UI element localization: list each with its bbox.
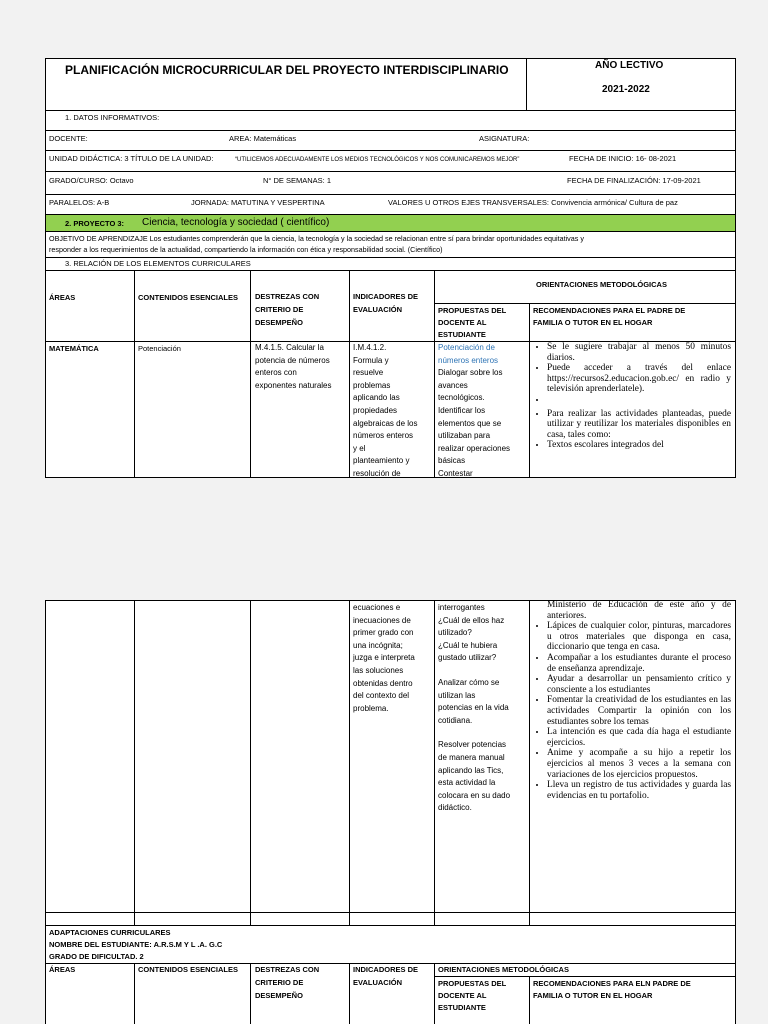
section-datos-informativos: 1. DATOS INFORMATIVOS: [65,113,160,122]
adapt-header-contenidos: CONTENIDOS ESENCIALES [138,965,239,974]
adaptaciones-title: ADAPTACIONES CURRICULARES [49,928,171,937]
adapt-header-propuestas-3: ESTUDIANTE [438,1003,486,1012]
objective-line-2: responder a los requerimientos de la actualidad, compartiendo la información con ética y responsabilidad social. (Científico) [49,245,443,254]
adapt-header-destrezas-3: DESEMPEÑO [255,991,303,1000]
adapt-header-propuestas-1: PROPUESTAS DEL [438,979,507,988]
section-relacion-elementos: 3. RELACIÓN DE LOS ELEMENTOS CURRICULARES [65,259,251,268]
adapt-header-areas: ÁREAS [49,965,76,974]
unidad-title: “UTILICEMOS ADECUADAMENTE LOS MEDIOS TECNOLÓGICOS Y NOS COMUNICAREMOS MEJOR” [235,157,520,163]
row-indicador: I.M.4.1.2. Formula y resuelve problemas aplicando las propiedades algebraicas de los números enteros y el planteamiento y resolución de [353,343,418,478]
document-page-2 [45,600,736,1024]
header-recomendaciones-1: RECOMENDACIONES PARA EL PADRE DE [533,306,686,315]
numero-semanas: N° DE SEMANAS: 1 [263,176,332,185]
adaptaciones-nombre: NOMBRE DEL ESTUDIANTE: A.R.S.M Y L .A. G.C [49,940,223,949]
adapt-header-recomendaciones-1: RECOMENDACIONES PARA ELN PADRE DE [533,979,691,988]
adapt-header-propuestas-2: DOCENTE AL [438,991,487,1000]
potenciacion-link-2[interactable]: números enteros [438,355,499,365]
jornada: JORNADA: MATUTINA Y VESPERTINA [191,198,325,207]
header-propuestas-2: DOCENTE AL [438,318,487,327]
header-areas: ÁREAS [49,293,76,302]
adapt-header-indicadores-1: INDICADORES DE [353,965,419,974]
header-propuestas-1: PROPUESTAS DEL [438,306,507,315]
project-label: 2. PROYECTO 3: [65,219,125,228]
row-contenido: Potenciación [138,344,181,353]
header-propuestas-3: ESTUDIANTE [438,330,486,339]
year-label: AÑO LECTIVO [595,60,664,71]
objective-line-1: OBJETIVO DE APRENDIZAJE Los estudiantes comprenderán que la ciencia, la tecnología y la sociedad se relacionan entre sí para brindar oportunidades equitativas y [49,234,584,243]
row2-propuesta: interrogantes ¿Cuál de ellos haz utilizado? ¿Cuál te hubiera gustado utilizar? Analizar cómo se utilizan las potencias en la vida cotidiana. Resolver potencias de manera manual aplicando las Tics, esta actividad la colocara en su dado didáctico. [438,603,511,813]
year-value: 2021-2022 [602,84,650,95]
docente-label: DOCENTE: [49,134,88,143]
asignatura-label: ASIGNATURA: [479,134,530,143]
header-recomendaciones-2: FAMILIA O TUTOR EN EL HOGAR [533,318,653,327]
adapt-header-orientaciones: ORIENTACIONES METODOLÓGICAS [438,965,569,974]
header-orientaciones: ORIENTACIONES METODOLÓGICAS [536,280,667,289]
header-destrezas-1: DESTREZAS CON [255,292,320,301]
document-title: PLANIFICACIÓN MICROCURRICULAR DEL PROYECTO INTERDISCIPLINARIO [65,63,509,77]
potenciacion-link[interactable]: Potenciación de [438,343,495,352]
header-contenidos: CONTENIDOS ESENCIALES [138,293,239,302]
paralelos: PARALELOS: A-B [49,198,110,207]
row-propuesta: Potenciación de números enteros Dialogar sobre los avances tecnológicos. Identificar los elementos que se utilizaban para realizar operaciones básicas Contestar [438,342,528,476]
header-indicadores-2: EVALUACIÓN [353,305,403,314]
adapt-header-recomendaciones-2: FAMILIA O TUTOR EN EL HOGAR [533,991,653,1000]
header-indicadores-1: INDICADORES DE [353,292,419,301]
valores-transversales: VALORES U OTROS EJES TRANSVERSALES: Convivencia armónica/ Cultura de paz [388,198,678,207]
adaptaciones-grado: GRADO DE DIFICULTAD. 2 [49,952,144,961]
project-title: Ciencia, tecnología y sociedad ( científico) [142,217,330,228]
row2-recomendaciones: Ministerio de Educación de este año y de anteriores. • Lápices de cualquier color, pinturas, marcadores u otros materiales que disponga en casa, diccionario que tenga en casa. • Acompañar a los estudiantes durante el proceso de enseñanza aprendizaje. • Ayudar a desarrollar un pensamiento crítico y consciente a los estudiantes • Fomentar la creatividad de los estudiantes en las actividades Compartir la opinión con los estudiantes sobre los temas • La intención es que cada día haga el estudiante ejercicios. • Anime y acompañe a su hijo a repetir los ejercicios al menos 3 veces a la semana con variaciones de los ejercicios propuestos. • Lleva un registro de tus actividades y guarda las evidencias en tu portafolio. [533,600,731,801]
fecha-inicio: FECHA DE INICIO: 16- 08-2021 [569,154,677,163]
adapt-header-destrezas-2: CRITERIO DE [255,978,304,987]
unidad-label: UNIDAD DIDÁCTICA: 3 TÍTULO DE LA UNIDAD: [49,154,214,163]
document-page-1 [45,58,736,478]
header-destrezas-2: CRITERIO DE [255,305,304,314]
row-area: MATEMÁTICA [49,344,99,353]
header-destrezas-3: DESEMPEÑO [255,318,303,327]
adapt-header-indicadores-2: EVALUACIÓN [353,978,403,987]
row-destreza: M.4.1.5. Calcular la potencia de números enteros con exponentes naturales [255,343,332,390]
row2-indicador: ecuaciones e inecuaciones de primer grado con una incógnita; juzga e interpreta las soluciones obtenidas dentro del contexto del problema. [353,603,415,713]
grado-curso: GRADO/CURSO: Octavo [49,176,134,185]
area-label: AREA: Matemáticas [229,134,297,143]
row-recomendaciones: • Se le sugiere trabajar al menos 50 minutos diarios. • Puede acceder a través del enlace https://recursos2.educacion.gob.ec/ en radio y televisión aprenderlatele). • • Para realizar las actividades planteadas, puede utilizar y reutilizar los materiales disponibles en casa, tales como: • Textos escolares integrados del [533,342,731,476]
adapt-header-destrezas-1: DESTREZAS CON [255,965,320,974]
fecha-finalizacion: FECHA DE FINALIZACIÓN: 17-09-2021 [567,176,701,185]
